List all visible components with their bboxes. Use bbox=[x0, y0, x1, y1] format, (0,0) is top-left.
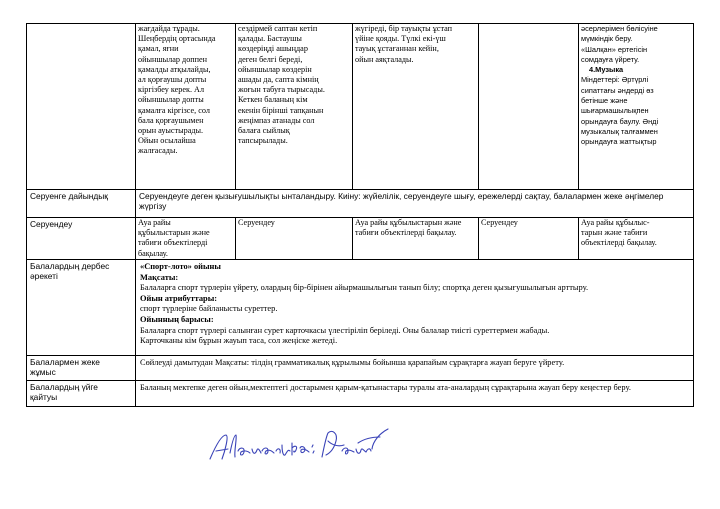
text-line: музыкалық талғаммен bbox=[581, 126, 658, 136]
process-text-1: Балаларға спорт түрлері салынған сурет карточкасы үлестіріліп беріледі. Оны балалар тиісті суреттермен жабады. bbox=[140, 325, 550, 335]
text-line: Балалардың дербес bbox=[30, 261, 110, 271]
text-line: орындауға жаттықтыр bbox=[581, 137, 657, 147]
text-line: табиғи объектілерді бақылау. bbox=[355, 228, 457, 238]
text-line: жұмыс bbox=[30, 367, 56, 378]
text-line: табиғи объектілерді bbox=[138, 238, 208, 248]
text-line: Ауа райы құбылыстарын және bbox=[355, 218, 462, 227]
text-line: Міндеттері: Әртүрлі bbox=[581, 75, 649, 85]
text-line: ойын аяқталады. bbox=[355, 54, 414, 64]
text-line: бақылау. bbox=[138, 248, 168, 258]
text-line: ойыншылар көздерін bbox=[238, 64, 312, 74]
text-line: ойыншылар доппен bbox=[138, 54, 208, 64]
goal-title: Мақсаты: bbox=[140, 272, 179, 282]
process-title: Ойынның барысы: bbox=[140, 314, 214, 324]
top-cell-f-part2 bbox=[581, 45, 691, 66]
text-line: Ауа райы құбылыс- bbox=[581, 218, 650, 227]
text-line: кіргізбеу керек. Ал bbox=[138, 85, 205, 95]
free-activity-label bbox=[27, 260, 136, 356]
text-line: ал қорғаушы допты bbox=[138, 75, 207, 85]
text-line: сездірмей саптан кетіп bbox=[238, 24, 318, 33]
text-line: жағдайда тұрады. bbox=[138, 24, 200, 33]
text-line: объектілерді бақылау. bbox=[581, 238, 657, 248]
text-line: әсерлерімен бөлісуіне bbox=[581, 24, 658, 33]
text-line: қайтуы bbox=[30, 392, 58, 403]
attributes-title: Ойын атрибуттары: bbox=[140, 293, 218, 303]
going-home-label bbox=[27, 381, 136, 407]
top-label-cell bbox=[27, 24, 136, 190]
text-line: әрекеті bbox=[30, 271, 58, 282]
text-line: көздеріңді ашыңдар bbox=[238, 44, 308, 54]
free-activity-row bbox=[27, 260, 694, 356]
text-line: ашады да, сапта кімнің bbox=[238, 75, 319, 85]
text-line: екенін бірінші тапқанын bbox=[238, 105, 324, 115]
individual-label bbox=[27, 356, 136, 381]
text-line: орын ауыстырады. bbox=[138, 126, 204, 136]
text-line: Ауа райы bbox=[138, 218, 171, 227]
text-line: «Шалқан» ертегісін bbox=[581, 44, 648, 54]
walk-cell-1 bbox=[136, 218, 236, 260]
individual-text: Сөйлеуді дамытудан Мақсаты: тілдің грамматикалық құрылымы бойынша қарапайым сұрақтарға жауап беруге үйрету. bbox=[136, 356, 694, 381]
free-activity-content bbox=[136, 260, 694, 356]
text-line: тауық ұстағаннан кейін, bbox=[355, 44, 439, 54]
text-line: сомдауға үйрету. bbox=[581, 54, 640, 64]
text-line: Серуендеу bbox=[238, 218, 275, 227]
attributes-text: спорт түрлеріне байланысты суреттер. bbox=[140, 304, 278, 314]
text-line: қамалды атқылайды, bbox=[138, 64, 211, 74]
top-cell-c bbox=[236, 24, 353, 190]
text-line: мүмкіндік беру. bbox=[581, 34, 633, 44]
text-line: Ойын осылайша bbox=[138, 136, 196, 146]
game-title: «Спорт-лото» ойыны bbox=[140, 262, 221, 271]
top-cell-f bbox=[579, 24, 694, 190]
going-home-row bbox=[27, 381, 694, 407]
text-line: балаға сыйлық bbox=[238, 126, 290, 136]
text-line: ойыншылар допты bbox=[138, 95, 204, 105]
individual-row bbox=[27, 356, 694, 381]
walk-prep-row bbox=[27, 190, 694, 218]
walk-cell-5 bbox=[579, 218, 694, 260]
text-line: орындауға баулу. Әнді bbox=[581, 116, 659, 126]
text-line: шығармашылықпен bbox=[581, 106, 649, 116]
top-cell-b bbox=[136, 24, 236, 190]
text-line: Шеңбердің ортасында bbox=[138, 34, 216, 44]
walk-cell-2 bbox=[236, 218, 353, 260]
text-line: Кеткен баланың кім bbox=[238, 95, 308, 105]
goal-text: Балаларға спорт түрлерін үйрету, олардың бір-бірінен айырмашылығын танып білу; спортқа деген қызығушылығын арттыру. bbox=[140, 283, 589, 293]
text-line: жалғасады. bbox=[138, 146, 178, 156]
text-line: жеңімпаз атанады сол bbox=[238, 115, 315, 125]
text-line: деген белгі береді, bbox=[238, 54, 303, 64]
text-line: тапсырылады. bbox=[238, 136, 288, 146]
walk-label: Серуендеу bbox=[27, 218, 136, 260]
text-line: Серуендеу bbox=[481, 218, 518, 227]
text-line: жүгіреді, бір тауықты ұстап bbox=[355, 24, 453, 33]
handwritten-signature bbox=[208, 421, 394, 467]
text-line: Балалардың үйге bbox=[30, 382, 98, 392]
text-line: қалады. Бастаушы bbox=[238, 34, 302, 44]
text-line: құбылыстарын және bbox=[138, 228, 210, 238]
walk-row bbox=[27, 218, 694, 260]
music-title: 4.Музыка bbox=[589, 65, 624, 75]
walk-prep-text: Серуендеуге деген қызығушылықты ынталандыру. Киіну: жүйелілік, серуендеуге шығу, ережелерді сақтау, балалармен жеке әңгімелер жүргізу bbox=[136, 190, 694, 218]
text-line: Балалармен жеке bbox=[30, 357, 100, 367]
text-line: бетінше және bbox=[581, 96, 628, 106]
top-cell-f-part1 bbox=[581, 24, 691, 45]
walk-prep-label: Серуенге дайындық bbox=[27, 190, 136, 218]
text-line: жоғын табуға тырысады. bbox=[238, 85, 325, 95]
top-cell-f-part3 bbox=[581, 75, 691, 147]
schedule-table-top bbox=[26, 23, 694, 190]
walk-cell-4 bbox=[479, 218, 579, 260]
top-cell-d bbox=[353, 24, 479, 190]
text-line: қамал, яғни bbox=[138, 44, 179, 54]
process-text-2: Карточканы кім бұрын жауып таса, сол жеңіске жетеді. bbox=[140, 336, 338, 346]
walk-cell-3 bbox=[353, 218, 479, 260]
text-line: қамалға кіргізсе, сол bbox=[138, 105, 210, 115]
text-line: тарын және табиғи bbox=[581, 228, 648, 238]
text-line: үйіне қояды. Түлкі екі-үш bbox=[355, 34, 446, 44]
text-line: бала қорғаушымен bbox=[138, 115, 204, 125]
top-cell-e bbox=[479, 24, 579, 190]
text-line: сипаттағы әндерді өз bbox=[581, 85, 654, 95]
going-home-text: Баланың мектепке деген ойын,мектептегі достарымен қарым-қатынастары туралы ата-аналардың сұрақтарына жауап беру кеңестер беру. bbox=[136, 381, 694, 407]
schedule-table-main bbox=[26, 189, 694, 407]
